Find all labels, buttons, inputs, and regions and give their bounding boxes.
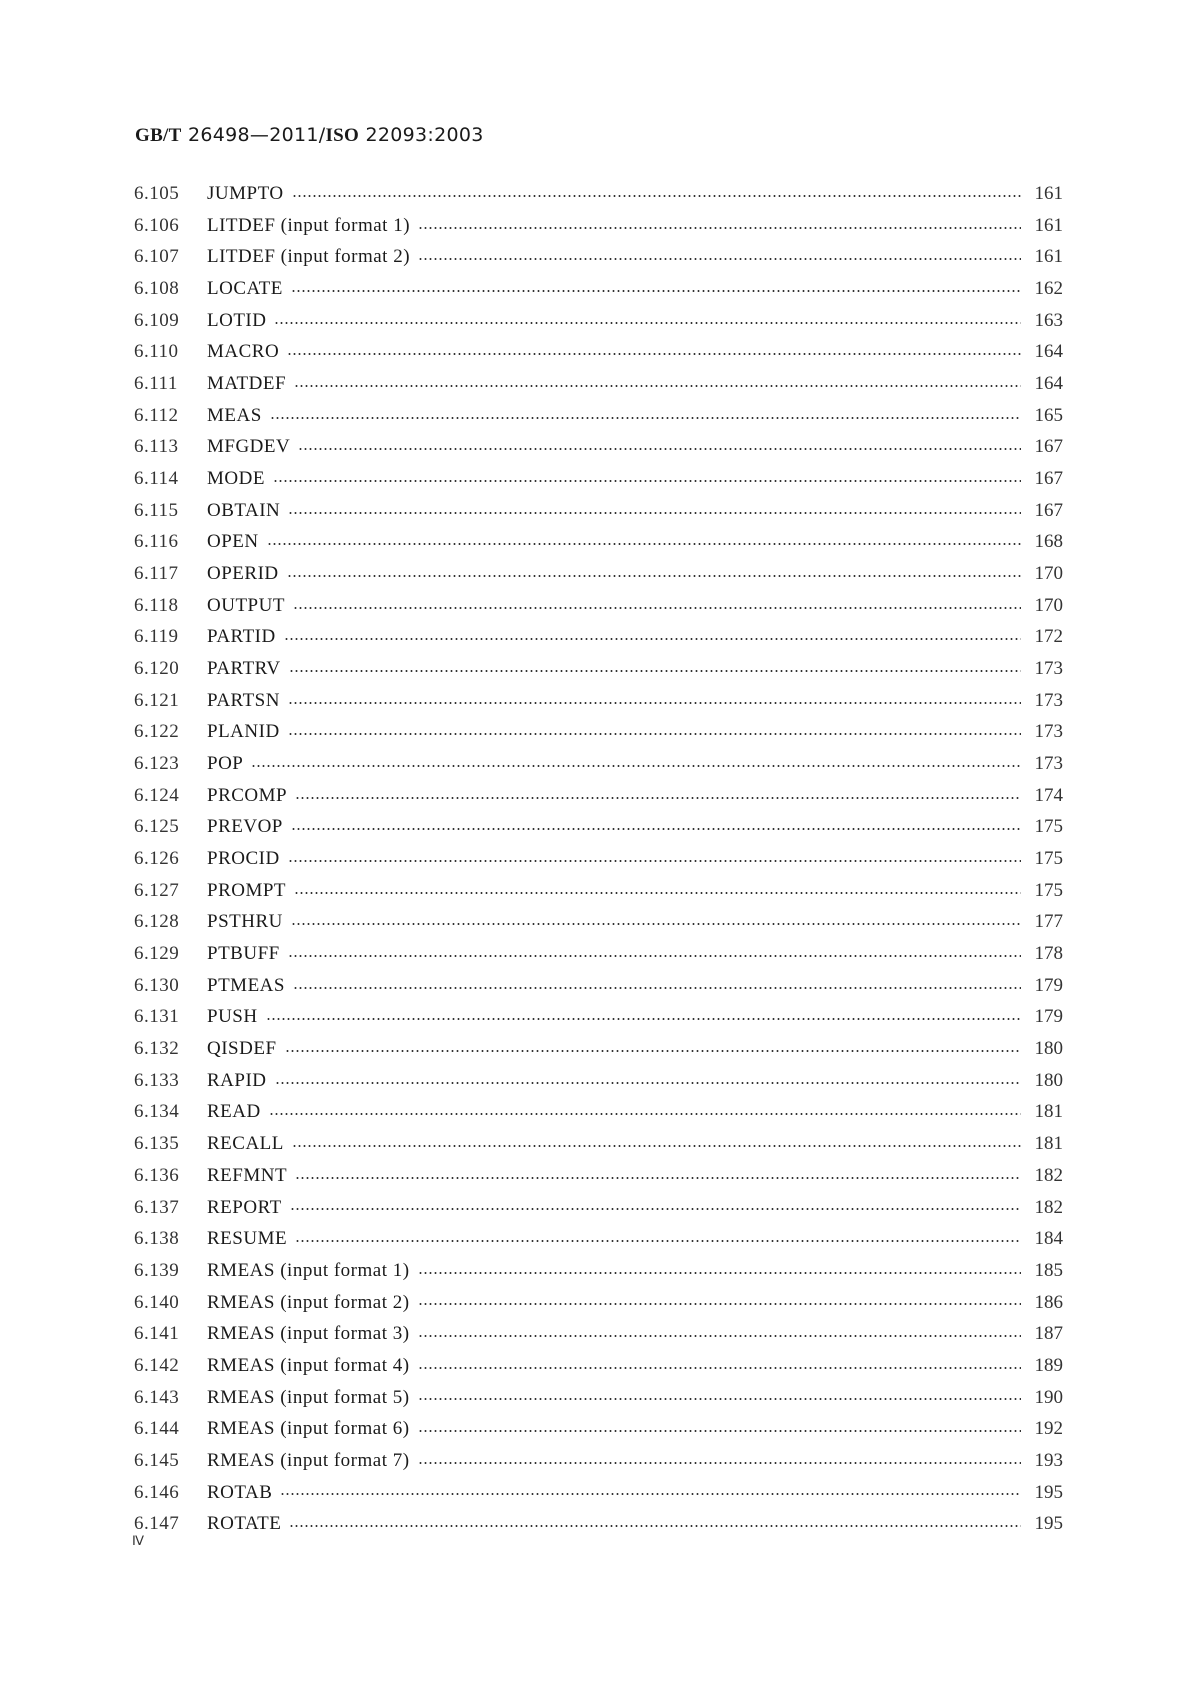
toc-section-number: 6.134	[134, 1101, 180, 1123]
toc-entry[interactable]	[134, 1223, 1063, 1255]
toc-section-number: 6.146	[134, 1481, 180, 1503]
toc-section-number: 6.137	[134, 1196, 180, 1218]
toc-entry-title: READ	[207, 1101, 261, 1123]
toc-entry[interactable]	[134, 178, 1063, 210]
toc-section-number: 6.124	[134, 784, 180, 806]
toc-page-number: 175	[1034, 816, 1063, 838]
toc-page-number: 164	[1034, 373, 1063, 395]
toc-section-number: 6.106	[134, 214, 180, 236]
toc-page-number: 189	[1034, 1354, 1063, 1376]
toc-page-number: 163	[1034, 309, 1063, 331]
toc-entry[interactable]	[134, 305, 1063, 337]
toc-section-number: 6.119	[134, 626, 179, 648]
toc-dot-leader	[418, 1398, 1021, 1400]
toc-entry[interactable]	[134, 938, 1063, 970]
toc-page-number: 181	[1034, 1101, 1063, 1123]
toc-entry-title: RESUME	[207, 1228, 288, 1250]
toc-dot-leader	[293, 987, 1021, 989]
toc-section-number: 6.138	[134, 1228, 180, 1250]
toc-entry-title: JUMPTO	[207, 183, 284, 204]
toc-entry[interactable]	[134, 1001, 1063, 1033]
toc-entry[interactable]	[134, 1160, 1063, 1192]
toc-dot-leader	[418, 1430, 1021, 1432]
toc-entry[interactable]	[134, 1287, 1063, 1319]
toc-entry-title: PARTRV	[207, 658, 281, 680]
toc-dot-leader	[418, 1272, 1021, 1274]
toc-entry-title: LOCATE	[207, 278, 283, 300]
toc-section-number: 6.145	[134, 1449, 180, 1471]
toc-entry-title: RMEAS (input format 5)	[207, 1386, 410, 1408]
toc-page-number: 172	[1034, 626, 1063, 648]
toc-page-number: 190	[1034, 1386, 1063, 1408]
toc-dot-leader	[288, 955, 1021, 957]
toc-page-number: 161	[1034, 246, 1063, 268]
toc-entry[interactable]	[134, 875, 1063, 907]
toc-entry-title: ROTATE	[207, 1513, 282, 1535]
toc-page-number: 180	[1034, 1069, 1063, 1091]
toc-section-number: 6.147	[134, 1513, 180, 1535]
toc-page-number: 180	[1034, 1038, 1063, 1060]
toc-entry-title: PARTSN	[207, 689, 280, 711]
toc-entry-title: RMEAS (input format 1)	[207, 1259, 410, 1281]
toc-page-number: 161	[1034, 183, 1063, 204]
toc-dot-leader	[270, 417, 1021, 419]
toc-section-number: 6.127	[134, 879, 180, 901]
toc-dot-leader	[266, 1018, 1021, 1020]
header-iso-number: 22093:2003	[365, 124, 484, 146]
toc-dot-leader	[418, 227, 1021, 229]
toc-page-number: 162	[1034, 278, 1063, 300]
toc-dot-leader	[418, 258, 1021, 260]
toc-section-number: 6.143	[134, 1386, 180, 1408]
toc-entry[interactable]	[134, 558, 1063, 590]
toc-section-number: 6.107	[134, 246, 180, 268]
toc-entry-title: MFGDEV	[207, 436, 291, 458]
toc-dot-leader	[291, 828, 1021, 830]
toc-page-number: 187	[1034, 1323, 1063, 1345]
toc-entry[interactable]	[134, 906, 1063, 938]
header-iso-code: ISO	[325, 125, 360, 146]
toc-section-number: 6.110	[134, 341, 179, 363]
toc-entry[interactable]	[134, 273, 1063, 305]
toc-entry[interactable]	[134, 241, 1063, 273]
toc-entry[interactable]	[134, 653, 1063, 685]
toc-entry[interactable]	[134, 1128, 1063, 1160]
toc-section-number: 6.129	[134, 943, 180, 965]
toc-entry[interactable]	[134, 1413, 1063, 1445]
toc-section-number: 6.105	[134, 183, 180, 204]
toc-section-number: 6.121	[134, 689, 180, 711]
toc-section-number: 6.132	[134, 1038, 180, 1060]
toc-dot-leader	[295, 1177, 1021, 1179]
toc-entry-title: RMEAS (input format 7)	[207, 1449, 410, 1471]
toc-entry-title: PTBUFF	[207, 943, 280, 965]
toc-page-number: 168	[1034, 531, 1063, 553]
toc-page-number: 173	[1034, 689, 1063, 711]
toc-entry[interactable]	[134, 811, 1063, 843]
toc-dot-leader	[418, 1367, 1021, 1369]
toc-dot-leader	[298, 448, 1021, 450]
toc-section-number: 6.115	[134, 499, 179, 521]
toc-page-number: 184	[1034, 1228, 1063, 1250]
toc-dot-leader	[288, 702, 1021, 704]
toc-entry-title: LOTID	[207, 309, 267, 331]
toc-entry[interactable]	[134, 780, 1063, 812]
toc-entry-title: PREVOP	[207, 816, 283, 838]
toc-section-number: 6.144	[134, 1418, 180, 1440]
toc-dot-leader	[251, 765, 1021, 767]
toc-entry-title: MODE	[207, 468, 265, 490]
toc-entry-title: PTMEAS	[207, 974, 285, 996]
toc-entry[interactable]	[134, 1382, 1063, 1414]
toc-dot-leader	[289, 670, 1021, 672]
toc-entry[interactable]	[134, 1477, 1063, 1509]
toc-page-number: 175	[1034, 879, 1063, 901]
toc-entry[interactable]	[134, 1065, 1063, 1097]
toc-entry[interactable]	[134, 970, 1063, 1002]
toc-section-number: 6.117	[134, 563, 179, 585]
standard-header	[135, 124, 484, 147]
toc-section-number: 6.131	[134, 1006, 180, 1028]
toc-entry[interactable]	[134, 685, 1063, 717]
toc-dot-leader	[280, 1493, 1021, 1495]
toc-entry[interactable]	[134, 1033, 1063, 1065]
toc-section-number: 6.122	[134, 721, 180, 743]
toc-page-number: 179	[1034, 974, 1063, 996]
toc-entry[interactable]	[134, 843, 1063, 875]
toc-section-number: 6.142	[134, 1354, 180, 1376]
toc-section-number: 6.140	[134, 1291, 180, 1313]
toc-entry[interactable]	[134, 400, 1063, 432]
toc-dot-leader	[287, 575, 1021, 577]
toc-dot-leader	[284, 638, 1021, 640]
toc-page-number: 173	[1034, 721, 1063, 743]
toc-section-number: 6.108	[134, 278, 180, 300]
toc-entry-title: LITDEF (input format 1)	[207, 214, 411, 236]
header-standard-number: 26498—2011/	[187, 124, 326, 146]
toc-entry[interactable]	[134, 1192, 1063, 1224]
toc-entry-title: QISDEF	[207, 1038, 277, 1060]
toc-dot-leader	[294, 385, 1021, 387]
toc-entry[interactable]	[134, 1096, 1063, 1128]
toc-page-number: 178	[1034, 943, 1063, 965]
toc-entry-title: OBTAIN	[207, 499, 281, 521]
toc-entry[interactable]	[134, 368, 1063, 400]
toc-entry[interactable]	[134, 1508, 1063, 1540]
toc-section-number: 6.133	[134, 1069, 180, 1091]
toc-section-number: 6.113	[134, 436, 179, 458]
toc-page-number: 165	[1034, 404, 1063, 426]
toc-dot-leader	[418, 1303, 1021, 1305]
toc-section-number: 6.128	[134, 911, 180, 933]
toc-dot-leader	[288, 512, 1021, 514]
toc-entry[interactable]	[134, 526, 1063, 558]
toc-dot-leader	[267, 543, 1021, 545]
toc-section-number: 6.116	[134, 531, 179, 553]
toc-entry[interactable]	[134, 495, 1063, 527]
toc-section-number: 6.141	[134, 1323, 180, 1345]
toc-page-number: 182	[1034, 1164, 1063, 1186]
toc-dot-leader	[275, 1082, 1021, 1084]
toc-entry-title: MEAS	[207, 404, 262, 426]
toc-section-number: 6.130	[134, 974, 180, 996]
toc-page-number: 170	[1034, 563, 1063, 585]
toc-entry-title: PARTID	[207, 626, 276, 648]
toc-entry[interactable]	[134, 463, 1063, 495]
toc-page-number: 192	[1034, 1418, 1063, 1440]
toc-page-number: 173	[1034, 658, 1063, 680]
toc-section-number: 6.111	[134, 373, 178, 395]
toc-entry[interactable]	[134, 1445, 1063, 1477]
toc-dot-leader	[292, 195, 1021, 197]
toc-entry-title: PSTHRU	[207, 911, 283, 933]
toc-page-number: 164	[1034, 341, 1063, 363]
toc-dot-leader	[269, 1113, 1021, 1115]
toc-dot-leader	[295, 797, 1021, 799]
toc-entry[interactable]	[134, 1255, 1063, 1287]
toc-entry[interactable]	[134, 1318, 1063, 1350]
toc-dot-leader	[291, 923, 1021, 925]
toc-page-number: 161	[1034, 214, 1063, 236]
toc-entry[interactable]	[134, 1350, 1063, 1382]
toc-dot-leader	[288, 733, 1021, 735]
page-number-footer: Ⅳ	[132, 1533, 144, 1548]
toc-entry-title: ROTAB	[207, 1481, 273, 1503]
toc-entry-title: RECALL	[207, 1133, 284, 1155]
toc-dot-leader	[418, 1462, 1021, 1464]
toc-entry[interactable]	[134, 431, 1063, 463]
toc-entry[interactable]	[134, 336, 1063, 368]
toc-page-number: 179	[1034, 1006, 1063, 1028]
toc-entry-title: RMEAS (input format 2)	[207, 1291, 410, 1313]
toc-entry[interactable]	[134, 748, 1063, 780]
toc-page-number: 185	[1034, 1259, 1063, 1281]
toc-entry[interactable]	[134, 590, 1063, 622]
toc-dot-leader	[273, 480, 1021, 482]
toc-page-number: 167	[1034, 499, 1063, 521]
toc-entry-title: OUTPUT	[207, 594, 285, 616]
toc-page-number: 181	[1034, 1133, 1063, 1155]
toc-dot-leader	[274, 322, 1021, 324]
toc-section-number: 6.136	[134, 1164, 180, 1186]
toc-page-number: 182	[1034, 1196, 1063, 1218]
toc-dot-leader	[291, 290, 1021, 292]
toc-section-number: 6.139	[134, 1259, 180, 1281]
toc-page-number: 193	[1034, 1449, 1063, 1471]
toc-entry-title: PUSH	[207, 1006, 258, 1028]
toc-entry-title: LITDEF (input format 2)	[207, 246, 411, 268]
toc-entry-title: RAPID	[207, 1069, 267, 1091]
toc-page-number: 177	[1034, 911, 1063, 933]
toc-section-number: 6.123	[134, 753, 180, 775]
toc-page-number: 186	[1034, 1291, 1063, 1313]
toc-entry-title: RMEAS (input format 4)	[207, 1354, 410, 1376]
toc-entry-title: PRCOMP	[207, 784, 288, 806]
toc-dot-leader	[287, 353, 1021, 355]
toc-entry-title: MACRO	[207, 341, 280, 363]
toc-entry-title: REPORT	[207, 1196, 282, 1218]
toc-page-number: 173	[1034, 753, 1063, 775]
toc-section-number: 6.114	[134, 468, 179, 490]
toc-entry-title: REFMNT	[207, 1164, 288, 1186]
toc-section-number: 6.118	[134, 594, 179, 616]
toc-page-number: 174	[1034, 784, 1063, 806]
toc-entry-title: MATDEF	[207, 373, 287, 395]
toc-section-number: 6.125	[134, 816, 180, 838]
toc-page-number: 195	[1034, 1481, 1063, 1503]
toc-entry-title: RMEAS (input format 3)	[207, 1323, 410, 1345]
toc-entry[interactable]	[134, 210, 1063, 242]
toc-page-number: 170	[1034, 594, 1063, 616]
table-of-contents	[134, 178, 1063, 1540]
toc-entry[interactable]	[134, 716, 1063, 748]
toc-dot-leader	[285, 1050, 1021, 1052]
toc-section-number: 6.120	[134, 658, 180, 680]
toc-entry-title: OPEN	[207, 531, 259, 553]
toc-page-number: 195	[1034, 1513, 1063, 1535]
toc-section-number: 6.135	[134, 1133, 180, 1155]
toc-entry-title: PLANID	[207, 721, 280, 743]
toc-dot-leader	[288, 860, 1021, 862]
toc-section-number: 6.112	[134, 404, 179, 426]
toc-entry-title: PROCID	[207, 848, 280, 870]
toc-dot-leader	[294, 892, 1021, 894]
toc-dot-leader	[290, 1208, 1021, 1210]
toc-entry[interactable]	[134, 621, 1063, 653]
toc-entry-title: OPERID	[207, 563, 279, 585]
toc-page-number: 175	[1034, 848, 1063, 870]
toc-dot-leader	[292, 1145, 1021, 1147]
toc-section-number: 6.109	[134, 309, 180, 331]
toc-dot-leader	[418, 1335, 1021, 1337]
header-standard-code: GB/T	[135, 125, 182, 146]
toc-entry-title: PROMPT	[207, 879, 287, 901]
toc-section-number: 6.126	[134, 848, 180, 870]
toc-dot-leader	[289, 1525, 1021, 1527]
toc-dot-leader	[293, 607, 1021, 609]
toc-page-number: 167	[1034, 468, 1063, 490]
toc-entry-title: POP	[207, 753, 244, 775]
toc-page-number: 167	[1034, 436, 1063, 458]
toc-entry-title: RMEAS (input format 6)	[207, 1418, 410, 1440]
toc-dot-leader	[295, 1240, 1021, 1242]
